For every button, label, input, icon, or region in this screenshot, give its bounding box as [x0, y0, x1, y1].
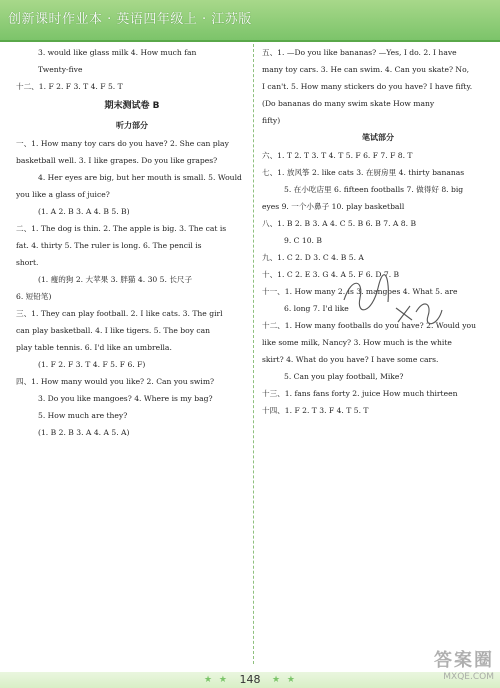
- answer-line: 3. would like glass milk 4. How much fan: [38, 48, 197, 57]
- answer-line: 八、1. B 2. B 3. A 4. C 5. B 6. B 7. A 8. B: [262, 219, 417, 228]
- watermark-url: MXQE.COM: [443, 672, 494, 682]
- answer-line: 四、1. How many would you like? 2. Can you swim?: [16, 377, 215, 386]
- answer-line: 6. long 7. I'd like: [284, 304, 349, 313]
- answer-line: 六、1. T 2. T 3. T 4. T 5. F 6. F 7. F 8. T: [262, 151, 413, 160]
- page-number: 148: [239, 673, 261, 686]
- answer-line: 十二、1. F 2. F 3. T 4. F 5. T: [16, 82, 123, 91]
- answer-line: (1. 瘦的狗 2. 大苹果 3. 胖猫 4. 30 5. 长尺子: [38, 275, 193, 284]
- book-title: 创新课时作业本 · 英语四年级上 · 江苏版: [8, 12, 252, 27]
- pencil-scribble: [338, 268, 448, 338]
- answer-line: 4. Her eyes are big, but her mouth is small. 5. Would: [38, 173, 242, 182]
- answer-line: 9. C 10. B: [284, 236, 322, 245]
- answer-line: short.: [16, 258, 39, 267]
- answer-line: fat. 4. thirty 5. The ruler is long. 6. The pencil is: [16, 241, 202, 250]
- right-column: [262, 44, 494, 419]
- answer-line: basketball well. 3. I like grapes. Do you like grapes?: [16, 156, 218, 165]
- answer-line: 七、1. 放风筝 2. like cats 3. 在厨房里 4. thirty bananas: [262, 168, 465, 177]
- answer-line: 十、1. C 2. E 3. G 4. A 5. F 6. D 7. B: [262, 270, 400, 279]
- left-column: [16, 44, 248, 441]
- answer-line: 三、1. They can play football. 2. I like cats. 3. The girl: [16, 309, 223, 318]
- answer-line: you like a glass of juice?: [16, 190, 110, 199]
- watermark-text: 答案圈: [434, 650, 494, 671]
- answer-line: 九、1. C 2. D 3. C 4. B 5. A: [262, 253, 364, 262]
- answer-line: 十四、1. F 2. T 3. F 4. T 5. T: [262, 406, 369, 415]
- answer-line: I can't. 5. How many stickers do you have? I have fifty.: [262, 82, 473, 91]
- star-decoration-left: ★ ★: [204, 675, 229, 685]
- answer-line: eyes 9. 一个小鼻子 10. play basketball: [262, 202, 405, 211]
- answer-line: (1. A 2. B 3. A 4. B 5. B): [38, 207, 130, 216]
- answer-line: (1. F 2. F 3. T 4. F 5. F 6. F): [38, 360, 146, 369]
- answer-line: (Do bananas do many swim skate How many: [262, 99, 435, 108]
- answer-line: 十二、1. How many footballs do you have? 2. Would you: [262, 321, 476, 330]
- answer-line: 5. How much are they?: [38, 411, 128, 420]
- exam-title: 期末测试卷 B: [104, 101, 160, 111]
- answer-line: 十三、1. fans fans forty 2. juice How much thirteen: [262, 389, 458, 398]
- answer-line: can play basketball. 4. I like tigers. 5. The boy can: [16, 326, 211, 335]
- watermark: [434, 646, 494, 682]
- answer-line: play table tennis. 6. I'd like an umbrella.: [16, 343, 172, 352]
- header-bar: [0, 0, 500, 42]
- answer-line: 一、1. How many toy cars do you have? 2. She can play: [16, 139, 229, 148]
- written-section-title: 笔试部分: [362, 133, 394, 142]
- answer-line: 6. 短铅笔): [16, 292, 52, 301]
- answer-line: fifty): [262, 116, 281, 125]
- answer-line: 二、1. The dog is thin. 2. The apple is big. 3. The cat is: [16, 224, 227, 233]
- answer-line: many toy cars. 3. He can swim. 4. Can you skate? No,: [262, 65, 470, 74]
- column-divider: [253, 44, 254, 664]
- answer-line: Twenty-five: [38, 65, 83, 74]
- answer-line: 3. Do you like mangoes? 4. Where is my bag?: [38, 394, 213, 403]
- listening-section-title: 听力部分: [116, 121, 148, 130]
- answer-line: like some milk, Nancy? 3. How much is the white: [262, 338, 452, 347]
- star-decoration-right: ★ ★: [272, 675, 297, 685]
- answer-line: (1. B 2. B 3. A 4. A 5. A): [38, 428, 130, 437]
- answer-line: 十一、1. How many 2. is 3. mangoes 4. What 5. are: [262, 287, 458, 296]
- answer-line: 5. Can you play football, Mike?: [284, 372, 404, 381]
- answer-line: skirt? 4. What do you have? I have some cars.: [262, 355, 439, 364]
- answer-line: 五、1. —Do you like bananas? —Yes, I do. 2. I have: [262, 48, 457, 57]
- answer-line: 5. 在小吃店里 6. fifteen footballs 7. 做得好 8. big: [284, 185, 464, 194]
